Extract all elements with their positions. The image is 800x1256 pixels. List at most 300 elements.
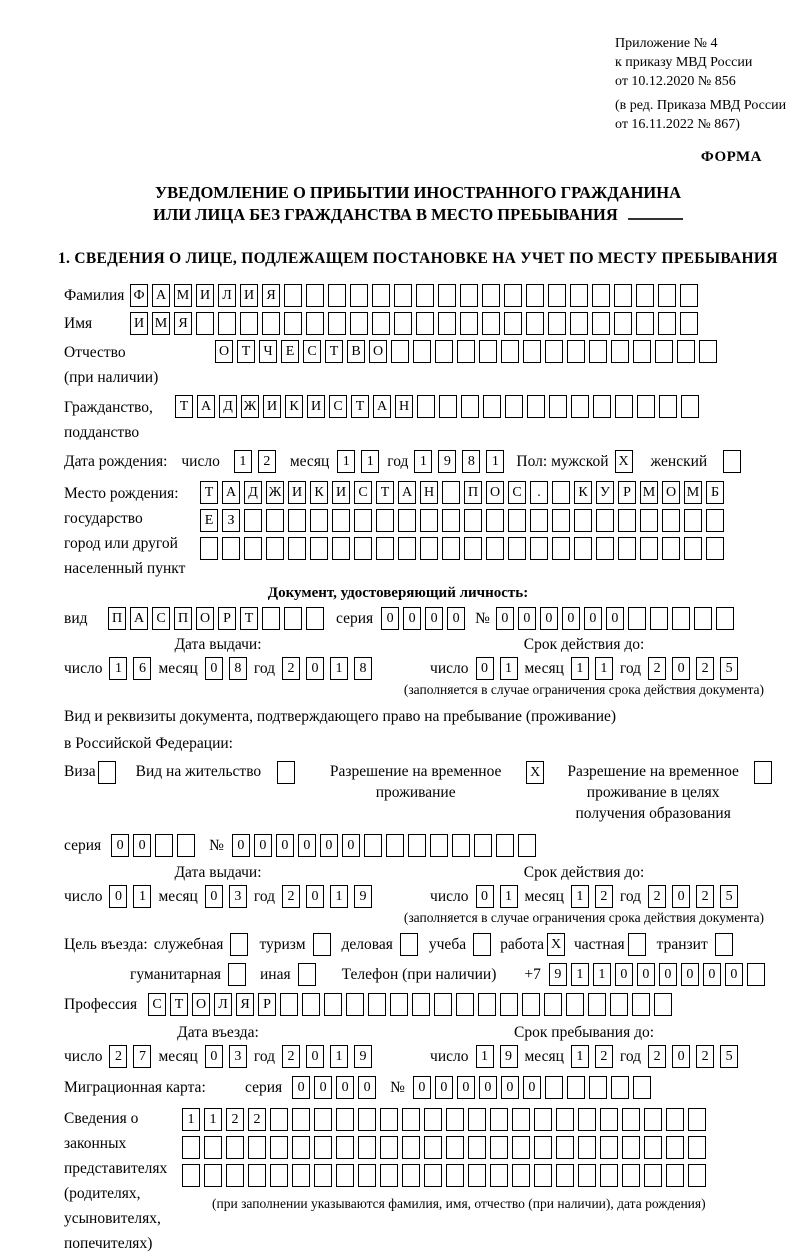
char-cell[interactable]: Е <box>281 340 299 363</box>
char-cell[interactable] <box>593 395 611 418</box>
birth-day-input[interactable] <box>234 450 276 473</box>
char-cell[interactable] <box>226 1136 244 1159</box>
entry-month-input[interactable] <box>205 1045 247 1068</box>
char-cell[interactable] <box>566 993 584 1016</box>
char-cell[interactable] <box>534 1108 552 1131</box>
char-cell[interactable] <box>298 963 316 986</box>
profession-input[interactable] <box>148 993 672 1016</box>
char-cell[interactable]: X <box>547 933 565 956</box>
char-cell[interactable] <box>548 284 566 307</box>
residence-number-input[interactable] <box>232 834 536 857</box>
char-cell[interactable] <box>512 1164 530 1187</box>
char-cell[interactable]: 1 <box>361 450 379 473</box>
char-cell[interactable] <box>204 1164 222 1187</box>
char-cell[interactable]: П <box>464 481 482 504</box>
char-cell[interactable]: 0 <box>637 963 655 986</box>
valid-month-input[interactable] <box>571 885 613 908</box>
char-cell[interactable] <box>200 537 218 560</box>
char-cell[interactable] <box>578 1164 596 1187</box>
char-cell[interactable]: 0 <box>476 885 494 908</box>
char-cell[interactable] <box>747 963 765 986</box>
char-cell[interactable] <box>644 1136 662 1159</box>
char-cell[interactable] <box>446 1108 464 1131</box>
char-cell[interactable] <box>228 963 246 986</box>
char-cell[interactable] <box>518 834 536 857</box>
char-cell[interactable] <box>680 284 698 307</box>
char-cell[interactable] <box>633 340 651 363</box>
representatives-line1[interactable] <box>182 1108 706 1131</box>
birth-place-line3[interactable] <box>200 537 724 560</box>
char-cell[interactable] <box>490 1108 508 1131</box>
char-cell[interactable] <box>486 509 504 532</box>
purpose-transit-checkbox[interactable] <box>715 933 733 956</box>
char-cell[interactable] <box>512 1108 530 1131</box>
valid-year-input[interactable] <box>648 885 738 908</box>
char-cell[interactable] <box>644 1108 662 1131</box>
issue-day-input[interactable] <box>109 885 151 908</box>
char-cell[interactable] <box>474 834 492 857</box>
char-cell[interactable] <box>622 1108 640 1131</box>
char-cell[interactable] <box>504 312 522 335</box>
char-cell[interactable] <box>570 284 588 307</box>
char-cell[interactable]: З <box>222 509 240 532</box>
char-cell[interactable]: И <box>196 284 214 307</box>
char-cell[interactable] <box>706 537 724 560</box>
char-cell[interactable]: 0 <box>615 963 633 986</box>
char-cell[interactable]: Т <box>170 993 188 1016</box>
char-cell[interactable]: 0 <box>276 834 294 857</box>
char-cell[interactable]: 1 <box>204 1108 222 1131</box>
char-cell[interactable] <box>622 1164 640 1187</box>
char-cell[interactable] <box>658 284 676 307</box>
char-cell[interactable] <box>556 1108 574 1131</box>
char-cell[interactable] <box>398 509 416 532</box>
char-cell[interactable]: Д <box>219 395 237 418</box>
char-cell[interactable] <box>571 395 589 418</box>
char-cell[interactable]: М <box>684 481 702 504</box>
char-cell[interactable]: 6 <box>133 657 151 680</box>
char-cell[interactable]: 0 <box>342 834 360 857</box>
residence-series-input[interactable] <box>111 834 195 857</box>
char-cell[interactable] <box>681 395 699 418</box>
char-cell[interactable]: 0 <box>314 1076 332 1099</box>
char-cell[interactable]: А <box>152 284 170 307</box>
char-cell[interactable] <box>666 1108 684 1131</box>
char-cell[interactable]: М <box>174 284 192 307</box>
char-cell[interactable]: Т <box>240 607 258 630</box>
char-cell[interactable] <box>442 481 460 504</box>
char-cell[interactable] <box>666 1136 684 1159</box>
char-cell[interactable] <box>292 1136 310 1159</box>
char-cell[interactable]: 1 <box>571 963 589 986</box>
char-cell[interactable]: 1 <box>571 885 589 908</box>
char-cell[interactable] <box>574 509 592 532</box>
char-cell[interactable]: Т <box>237 340 255 363</box>
char-cell[interactable] <box>548 312 566 335</box>
char-cell[interactable]: 1 <box>593 963 611 986</box>
char-cell[interactable]: 2 <box>282 885 300 908</box>
char-cell[interactable] <box>391 340 409 363</box>
char-cell[interactable]: X <box>526 761 544 784</box>
char-cell[interactable] <box>328 312 346 335</box>
char-cell[interactable] <box>270 1164 288 1187</box>
char-cell[interactable] <box>592 312 610 335</box>
char-cell[interactable]: 0 <box>725 963 743 986</box>
char-cell[interactable]: О <box>215 340 233 363</box>
char-cell[interactable] <box>549 395 567 418</box>
char-cell[interactable]: М <box>152 312 170 335</box>
representatives-line3[interactable] <box>182 1164 706 1187</box>
char-cell[interactable] <box>376 509 394 532</box>
char-cell[interactable] <box>545 1076 563 1099</box>
issue-day-input[interactable] <box>109 657 151 680</box>
char-cell[interactable] <box>636 284 654 307</box>
char-cell[interactable] <box>372 284 390 307</box>
char-cell[interactable] <box>310 509 328 532</box>
char-cell[interactable] <box>611 340 629 363</box>
char-cell[interactable] <box>658 312 676 335</box>
char-cell[interactable] <box>424 1164 442 1187</box>
char-cell[interactable] <box>464 537 482 560</box>
char-cell[interactable] <box>350 284 368 307</box>
char-cell[interactable]: Р <box>258 993 276 1016</box>
char-cell[interactable] <box>394 312 412 335</box>
entry-day-input[interactable] <box>109 1045 151 1068</box>
char-cell[interactable]: 0 <box>413 1076 431 1099</box>
char-cell[interactable]: 0 <box>479 1076 497 1099</box>
char-cell[interactable]: 0 <box>425 607 443 630</box>
char-cell[interactable]: 8 <box>462 450 480 473</box>
char-cell[interactable] <box>284 284 302 307</box>
issue-year-input[interactable] <box>282 885 372 908</box>
char-cell[interactable] <box>552 481 570 504</box>
char-cell[interactable] <box>424 1136 442 1159</box>
char-cell[interactable]: 2 <box>648 1045 666 1068</box>
char-cell[interactable] <box>446 1164 464 1187</box>
char-cell[interactable]: С <box>329 395 347 418</box>
char-cell[interactable] <box>523 340 541 363</box>
char-cell[interactable] <box>222 537 240 560</box>
char-cell[interactable] <box>662 537 680 560</box>
char-cell[interactable]: 5 <box>720 657 738 680</box>
char-cell[interactable]: И <box>263 395 281 418</box>
char-cell[interactable]: 1 <box>133 885 151 908</box>
char-cell[interactable] <box>468 1108 486 1131</box>
char-cell[interactable]: 1 <box>414 450 432 473</box>
char-cell[interactable]: 1 <box>500 657 518 680</box>
char-cell[interactable]: Н <box>395 395 413 418</box>
char-cell[interactable] <box>424 1108 442 1131</box>
char-cell[interactable]: 0 <box>292 1076 310 1099</box>
char-cell[interactable] <box>460 284 478 307</box>
char-cell[interactable]: 0 <box>306 657 324 680</box>
char-cell[interactable] <box>350 312 368 335</box>
char-cell[interactable] <box>302 993 320 1016</box>
char-cell[interactable] <box>530 509 548 532</box>
char-cell[interactable] <box>438 312 456 335</box>
char-cell[interactable]: 0 <box>457 1076 475 1099</box>
doc-number-input[interactable] <box>496 607 734 630</box>
char-cell[interactable]: А <box>373 395 391 418</box>
char-cell[interactable]: 1 <box>109 657 127 680</box>
char-cell[interactable] <box>522 993 540 1016</box>
stay-year-input[interactable] <box>648 1045 738 1068</box>
char-cell[interactable] <box>372 312 390 335</box>
char-cell[interactable] <box>468 1164 486 1187</box>
char-cell[interactable] <box>615 395 633 418</box>
purpose-private-checkbox[interactable] <box>628 933 646 956</box>
char-cell[interactable] <box>420 509 438 532</box>
char-cell[interactable] <box>288 509 306 532</box>
char-cell[interactable]: О <box>192 993 210 1016</box>
char-cell[interactable]: Т <box>175 395 193 418</box>
char-cell[interactable] <box>596 537 614 560</box>
char-cell[interactable]: 2 <box>648 657 666 680</box>
char-cell[interactable] <box>204 1136 222 1159</box>
char-cell[interactable]: 0 <box>205 885 223 908</box>
char-cell[interactable] <box>402 1108 420 1131</box>
char-cell[interactable]: 2 <box>109 1045 127 1068</box>
char-cell[interactable] <box>358 1136 376 1159</box>
char-cell[interactable] <box>500 993 518 1016</box>
char-cell[interactable]: 9 <box>354 1045 372 1068</box>
purpose-humanitarian-checkbox[interactable] <box>228 963 246 986</box>
char-cell[interactable]: 9 <box>438 450 456 473</box>
char-cell[interactable] <box>266 509 284 532</box>
char-cell[interactable]: 0 <box>447 607 465 630</box>
purpose-study-checkbox[interactable] <box>473 933 491 956</box>
char-cell[interactable] <box>354 509 372 532</box>
char-cell[interactable] <box>628 607 646 630</box>
patronymic-input[interactable] <box>215 340 717 363</box>
char-cell[interactable]: 1 <box>330 657 348 680</box>
char-cell[interactable] <box>468 1136 486 1159</box>
char-cell[interactable] <box>618 509 636 532</box>
char-cell[interactable] <box>416 312 434 335</box>
char-cell[interactable]: 2 <box>696 1045 714 1068</box>
stay-month-input[interactable] <box>571 1045 613 1068</box>
char-cell[interactable]: 1 <box>182 1108 200 1131</box>
valid-day-input[interactable] <box>476 885 518 908</box>
char-cell[interactable]: Я <box>262 284 280 307</box>
char-cell[interactable]: О <box>486 481 504 504</box>
migration-series-input[interactable] <box>292 1076 376 1099</box>
char-cell[interactable] <box>526 312 544 335</box>
char-cell[interactable] <box>177 834 195 857</box>
char-cell[interactable] <box>596 509 614 532</box>
char-cell[interactable] <box>636 312 654 335</box>
char-cell[interactable] <box>456 993 474 1016</box>
char-cell[interactable] <box>368 993 386 1016</box>
char-cell[interactable]: О <box>369 340 387 363</box>
char-cell[interactable]: Л <box>214 993 232 1016</box>
char-cell[interactable] <box>694 607 712 630</box>
char-cell[interactable]: 2 <box>696 885 714 908</box>
char-cell[interactable]: К <box>574 481 592 504</box>
char-cell[interactable]: Ф <box>130 284 148 307</box>
char-cell[interactable] <box>248 1164 266 1187</box>
char-cell[interactable]: 0 <box>381 607 399 630</box>
char-cell[interactable] <box>589 340 607 363</box>
char-cell[interactable] <box>400 933 418 956</box>
char-cell[interactable]: 0 <box>501 1076 519 1099</box>
char-cell[interactable] <box>244 537 262 560</box>
char-cell[interactable] <box>306 284 324 307</box>
char-cell[interactable]: Н <box>420 481 438 504</box>
char-cell[interactable] <box>526 284 544 307</box>
char-cell[interactable]: 0 <box>562 607 580 630</box>
char-cell[interactable] <box>570 312 588 335</box>
char-cell[interactable] <box>655 340 673 363</box>
char-cell[interactable]: 8 <box>229 657 247 680</box>
birth-month-input[interactable] <box>337 450 379 473</box>
char-cell[interactable] <box>545 340 563 363</box>
issue-year-input[interactable] <box>282 657 372 680</box>
char-cell[interactable]: 3 <box>229 1045 247 1068</box>
char-cell[interactable] <box>600 1136 618 1159</box>
char-cell[interactable]: С <box>508 481 526 504</box>
char-cell[interactable] <box>461 395 479 418</box>
purpose-work-checkbox[interactable] <box>547 933 565 956</box>
char-cell[interactable] <box>637 395 655 418</box>
char-cell[interactable]: 0 <box>672 885 690 908</box>
char-cell[interactable] <box>501 340 519 363</box>
char-cell[interactable] <box>534 1136 552 1159</box>
char-cell[interactable] <box>600 1164 618 1187</box>
char-cell[interactable] <box>435 340 453 363</box>
char-cell[interactable] <box>644 1164 662 1187</box>
issue-month-input[interactable] <box>205 885 247 908</box>
entry-year-input[interactable] <box>282 1045 372 1068</box>
char-cell[interactable] <box>680 312 698 335</box>
migration-number-input[interactable] <box>413 1076 651 1099</box>
char-cell[interactable]: 9 <box>354 885 372 908</box>
char-cell[interactable] <box>706 509 724 532</box>
visa-checkbox[interactable] <box>98 761 116 784</box>
char-cell[interactable]: 9 <box>500 1045 518 1068</box>
char-cell[interactable] <box>358 1108 376 1131</box>
char-cell[interactable]: С <box>303 340 321 363</box>
valid-day-input[interactable] <box>476 657 518 680</box>
char-cell[interactable] <box>699 340 717 363</box>
firstname-input[interactable] <box>130 312 698 335</box>
char-cell[interactable] <box>482 312 500 335</box>
char-cell[interactable] <box>280 993 298 1016</box>
char-cell[interactable]: Р <box>218 607 236 630</box>
purpose-other-checkbox[interactable] <box>298 963 316 986</box>
char-cell[interactable] <box>688 1136 706 1159</box>
char-cell[interactable]: О <box>662 481 680 504</box>
char-cell[interactable] <box>556 1136 574 1159</box>
char-cell[interactable]: К <box>310 481 328 504</box>
char-cell[interactable] <box>552 537 570 560</box>
doc-kind-input[interactable] <box>108 607 324 630</box>
char-cell[interactable] <box>483 395 501 418</box>
char-cell[interactable]: 0 <box>523 1076 541 1099</box>
char-cell[interactable]: 2 <box>648 885 666 908</box>
char-cell[interactable] <box>589 1076 607 1099</box>
purpose-business-checkbox[interactable] <box>230 933 248 956</box>
char-cell[interactable] <box>684 537 702 560</box>
char-cell[interactable] <box>490 1164 508 1187</box>
char-cell[interactable]: 0 <box>306 885 324 908</box>
char-cell[interactable] <box>402 1136 420 1159</box>
char-cell[interactable] <box>402 1164 420 1187</box>
char-cell[interactable]: 2 <box>248 1108 266 1131</box>
char-cell[interactable]: 0 <box>109 885 127 908</box>
char-cell[interactable] <box>684 509 702 532</box>
char-cell[interactable]: Р <box>618 481 636 504</box>
char-cell[interactable] <box>376 537 394 560</box>
char-cell[interactable] <box>588 993 606 1016</box>
char-cell[interactable]: 0 <box>518 607 536 630</box>
char-cell[interactable] <box>358 1164 376 1187</box>
char-cell[interactable] <box>490 1136 508 1159</box>
char-cell[interactable]: 0 <box>336 1076 354 1099</box>
char-cell[interactable]: 7 <box>133 1045 151 1068</box>
char-cell[interactable]: 1 <box>571 1045 589 1068</box>
char-cell[interactable]: 2 <box>226 1108 244 1131</box>
char-cell[interactable] <box>654 993 672 1016</box>
char-cell[interactable] <box>567 1076 585 1099</box>
char-cell[interactable] <box>614 284 632 307</box>
char-cell[interactable]: . <box>530 481 548 504</box>
char-cell[interactable]: Я <box>174 312 192 335</box>
char-cell[interactable] <box>578 1108 596 1131</box>
char-cell[interactable] <box>417 395 435 418</box>
char-cell[interactable]: А <box>130 607 148 630</box>
char-cell[interactable] <box>592 284 610 307</box>
valid-month-input[interactable] <box>571 657 613 680</box>
char-cell[interactable] <box>508 509 526 532</box>
char-cell[interactable] <box>457 340 475 363</box>
char-cell[interactable] <box>314 1108 332 1131</box>
char-cell[interactable] <box>439 395 457 418</box>
char-cell[interactable] <box>688 1164 706 1187</box>
char-cell[interactable]: 0 <box>659 963 677 986</box>
char-cell[interactable]: А <box>197 395 215 418</box>
char-cell[interactable]: И <box>307 395 325 418</box>
char-cell[interactable] <box>240 312 258 335</box>
char-cell[interactable]: И <box>288 481 306 504</box>
char-cell[interactable]: 1 <box>500 885 518 908</box>
char-cell[interactable] <box>505 395 523 418</box>
char-cell[interactable]: П <box>108 607 126 630</box>
char-cell[interactable]: 1 <box>330 885 348 908</box>
char-cell[interactable] <box>398 537 416 560</box>
char-cell[interactable] <box>666 1164 684 1187</box>
birth-year-input[interactable] <box>414 450 504 473</box>
char-cell[interactable] <box>600 1108 618 1131</box>
char-cell[interactable] <box>155 834 173 857</box>
char-cell[interactable]: С <box>148 993 166 1016</box>
char-cell[interactable] <box>314 1164 332 1187</box>
char-cell[interactable] <box>442 509 460 532</box>
char-cell[interactable] <box>408 834 426 857</box>
char-cell[interactable] <box>336 1164 354 1187</box>
char-cell[interactable]: 2 <box>258 450 276 473</box>
char-cell[interactable]: А <box>398 481 416 504</box>
char-cell[interactable]: 9 <box>549 963 567 986</box>
char-cell[interactable] <box>486 537 504 560</box>
residence-permit-checkbox[interactable] <box>277 761 295 784</box>
char-cell[interactable] <box>640 509 658 532</box>
purpose-tourism-checkbox[interactable] <box>313 933 331 956</box>
char-cell[interactable]: 3 <box>229 885 247 908</box>
char-cell[interactable]: 1 <box>486 450 504 473</box>
char-cell[interactable] <box>504 284 522 307</box>
char-cell[interactable] <box>262 607 280 630</box>
